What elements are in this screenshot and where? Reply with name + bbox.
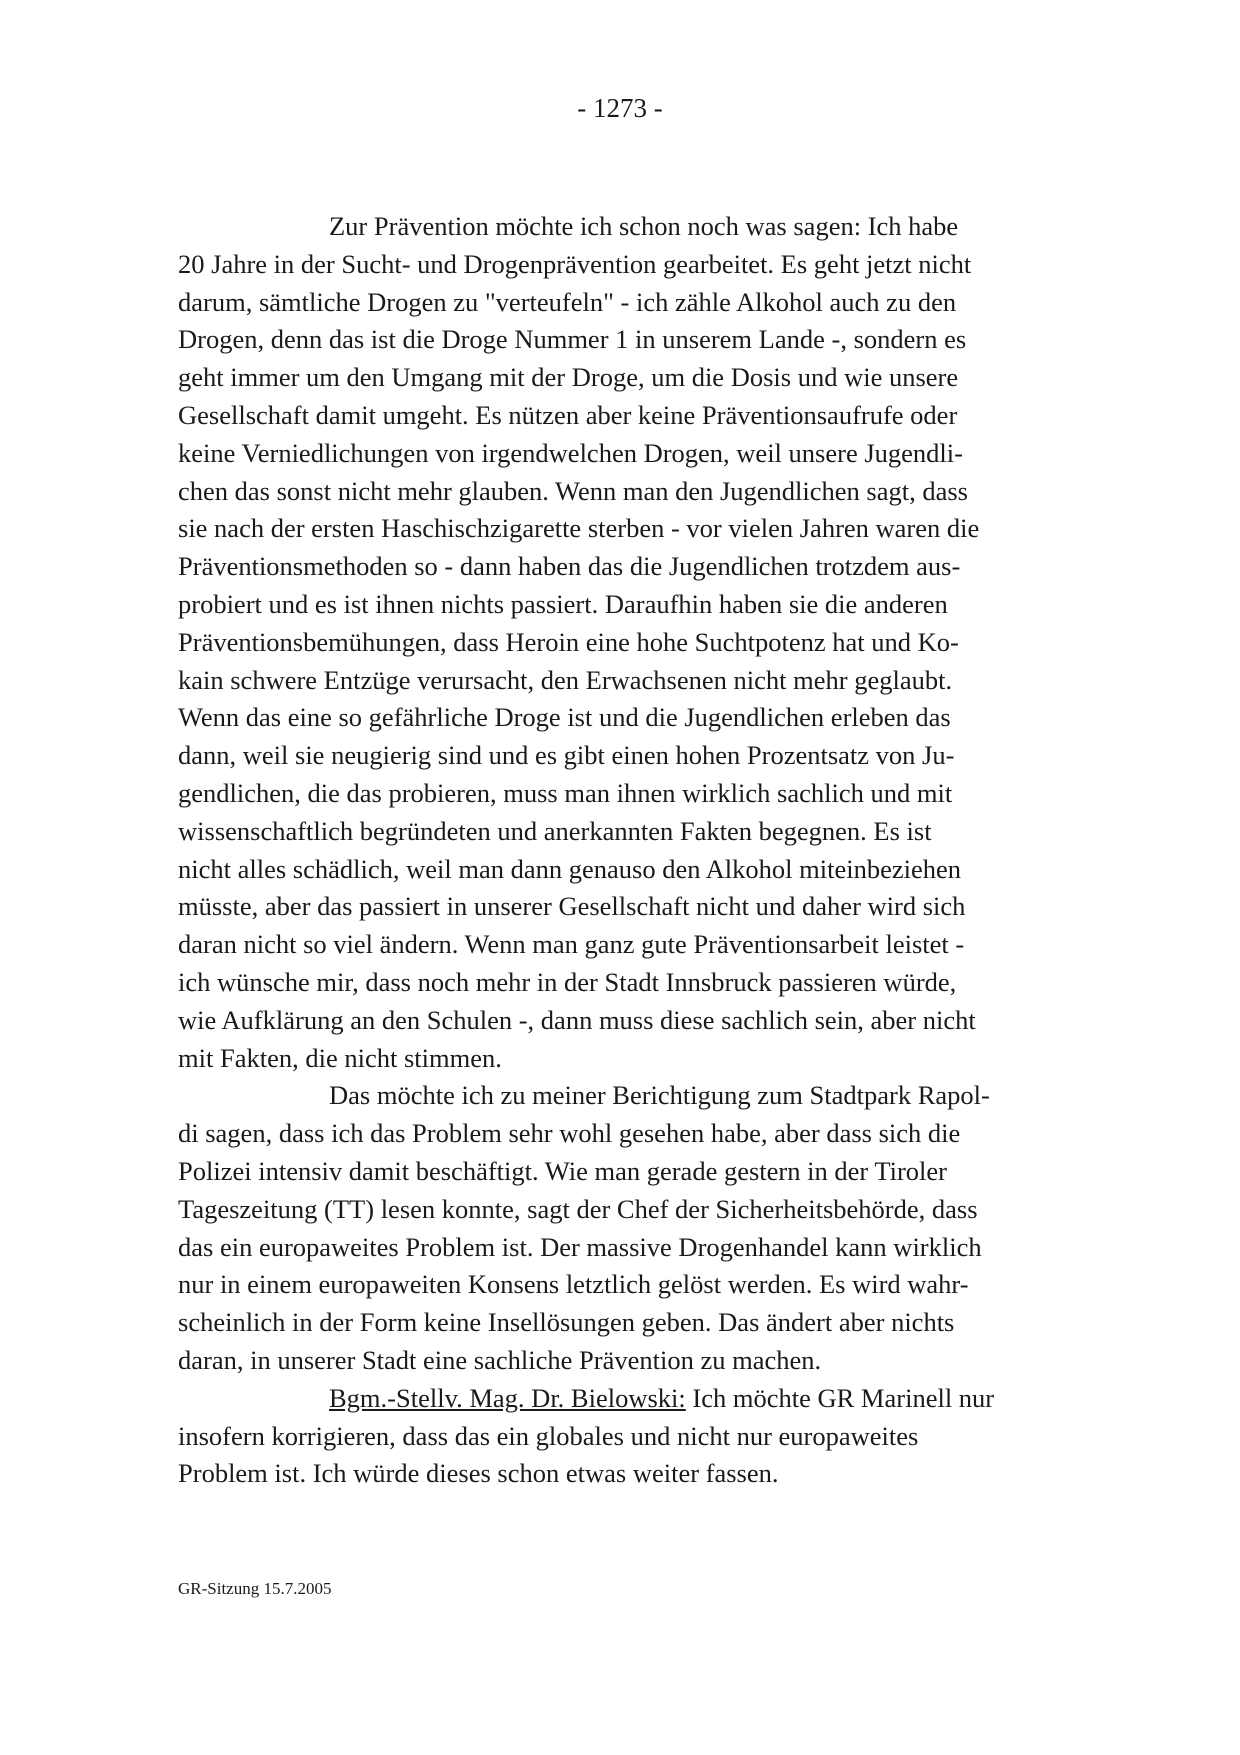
text-line: Gesellschaft damit umgeht. Es nützen aber keine Präventionsaufrufe oder xyxy=(178,399,958,430)
document-body xyxy=(178,208,1068,1493)
text-line: dann, weil sie neugierig sind und es gibt einen hohen Prozentsatz von Ju- xyxy=(178,740,955,771)
speaker-name: Bgm.-Stellv. Mag. Dr. Bielowski: xyxy=(329,1382,686,1413)
text-line: nur in einem europaweiten Konsens letztlich gelöst werden. Es wird wahr- xyxy=(178,1269,969,1300)
text-line: ich wünsche mir, dass noch mehr in der Stadt Innsbruck passieren würde, xyxy=(178,966,957,997)
text-line: nicht alles schädlich, weil man dann genauso den Alkohol miteinbeziehen xyxy=(178,853,962,884)
text-line: das ein europaweites Problem ist. Der massive Drogenhandel kann wirklich xyxy=(178,1231,982,1262)
paragraph-1 xyxy=(178,208,1068,1077)
text-line: sie nach der ersten Haschischzigarette sterben - vor vielen Jahren waren die xyxy=(178,513,980,544)
text-line: kain schwere Entzüge verursacht, den Erwachsenen nicht mehr geglaubt. xyxy=(178,664,953,695)
text-line: darum, sämtliche Drogen zu "verteufeln" - ich zähle Alkohol auch zu den xyxy=(178,286,957,317)
text-line: Das möchte ich zu meiner Berichtigung zum Stadtpark Rapol- xyxy=(329,1080,990,1111)
text-line: probiert und es ist ihnen nichts passiert. Daraufhin haben sie die anderen xyxy=(178,588,948,619)
text-line: wie Aufklärung an den Schulen -, dann muss diese sachlich sein, aber nicht xyxy=(178,1004,976,1035)
text-line: insofern korrigieren, dass das ein globales und nicht nur europaweites xyxy=(178,1420,919,1451)
text-line: Polizei intensiv damit beschäftigt. Wie man gerade gestern in der Tiroler xyxy=(178,1155,947,1186)
text-line: mit Fakten, die nicht stimmen. xyxy=(178,1042,502,1073)
text-line: Zur Prävention möchte ich schon noch was sagen: Ich habe xyxy=(329,211,959,241)
text-line: Drogen, denn das ist die Droge Nummer 1 in unserem Lande -, sondern es xyxy=(178,324,967,355)
text-line: Problem ist. Ich würde dieses schon etwas weiter fassen. xyxy=(178,1458,779,1489)
paragraph-2 xyxy=(178,1077,1068,1379)
page-number: - 1273 - xyxy=(577,93,663,123)
text-line: Präventionsmethoden so - dann haben das die Jugendlichen trotzdem aus- xyxy=(178,551,961,582)
text-line: müsste, aber das passiert in unserer Gesellschaft nicht und daher wird sich xyxy=(178,891,966,922)
text-line: Wenn das eine so gefährliche Droge ist und die Jugendlichen erleben das xyxy=(178,702,951,733)
text-line: scheinlich in der Form keine Insellösungen geben. Das ändert aber nichts xyxy=(178,1307,955,1338)
paragraph-3 xyxy=(178,1380,1068,1493)
text-line: wissenschaftlich begründeten und anerkannten Fakten begegnen. Es ist xyxy=(178,815,932,846)
text-line: chen das sonst nicht mehr glauben. Wenn man den Jugendlichen sagt, dass xyxy=(178,475,968,506)
text-line: Tageszeitung (TT) lesen konnte, sagt der Chef der Sicherheitsbehörde, dass xyxy=(178,1193,978,1224)
text-line: 20 Jahre in der Sucht- und Drogenprävention gearbeitet. Es geht jetzt nicht xyxy=(178,248,972,279)
text-line: geht immer um den Umgang mit der Droge, um die Dosis und wie unsere xyxy=(178,362,959,393)
text-line: daran, in unserer Stadt eine sachliche Prävention zu machen. xyxy=(178,1344,822,1375)
text-line: di sagen, dass ich das Problem sehr wohl gesehen habe, aber dass sich die xyxy=(178,1118,961,1149)
speaker-statement-start: Ich möchte GR Marinell nur xyxy=(685,1382,995,1413)
text-line: Präventionsbemühungen, dass Heroin eine hohe Suchtpotenz hat und Ko- xyxy=(178,626,959,657)
text-line: gendlichen, die das probieren, muss man ihnen wirklich sachlich und mit xyxy=(178,777,953,808)
footer-session-date: GR-Sitzung 15.7.2005 xyxy=(178,1579,332,1598)
text-line xyxy=(178,1380,1068,1418)
text-line: daran nicht so viel ändern. Wenn man ganz gute Präventionsarbeit leistet - xyxy=(178,929,965,960)
text-line: keine Verniedlichungen von irgendwelchen Drogen, weil unsere Jugendli- xyxy=(178,437,963,468)
